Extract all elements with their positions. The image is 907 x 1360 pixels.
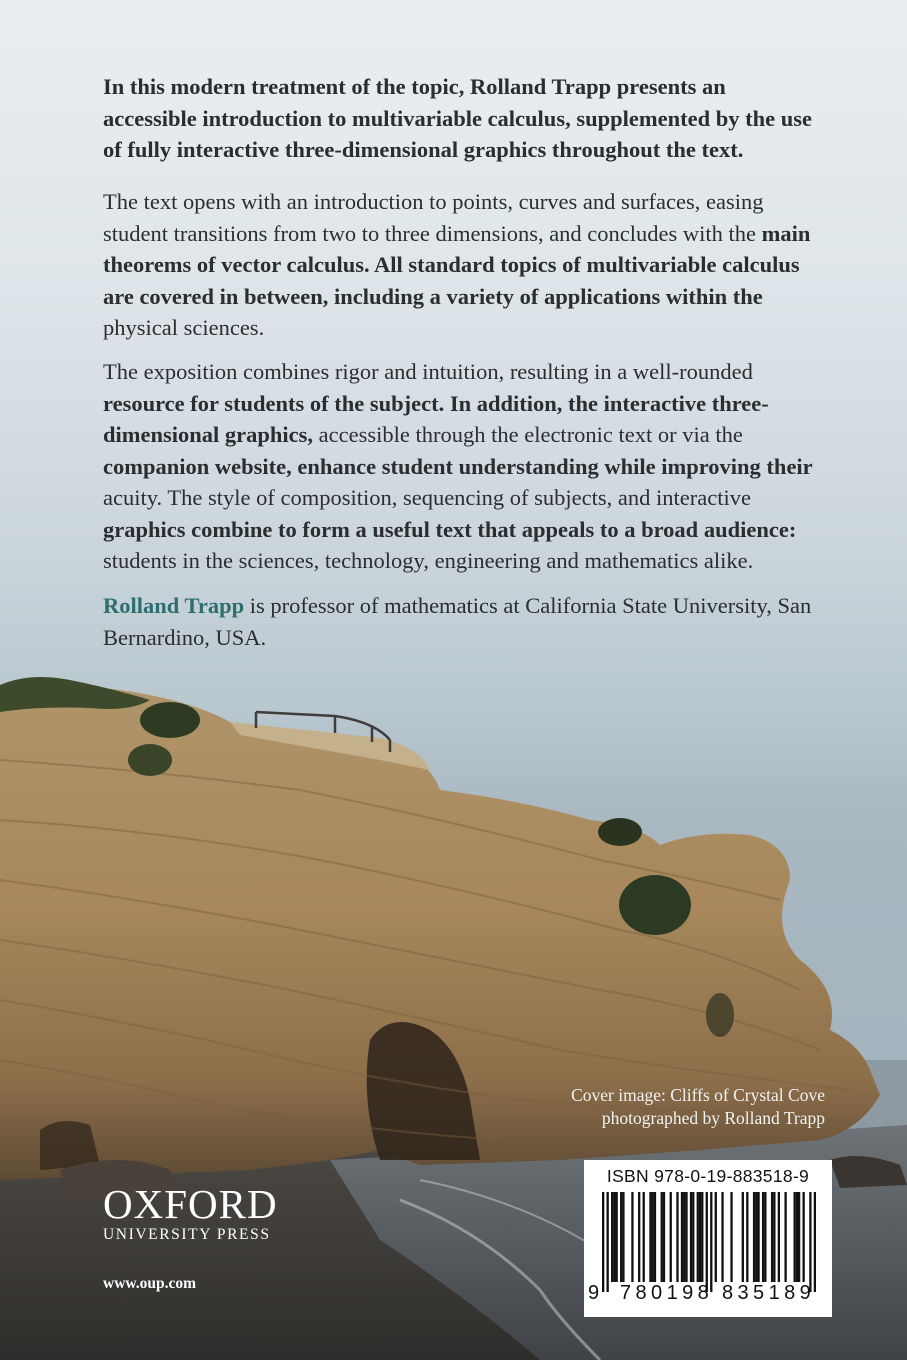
barcode-bar bbox=[654, 1192, 656, 1282]
exposition-text-1: The exposition combines rigor and intuition, resulting in a well-rounded bbox=[103, 359, 753, 384]
barcode-bar bbox=[730, 1192, 732, 1282]
barcode-bar bbox=[643, 1192, 645, 1282]
barcode-bar bbox=[670, 1192, 672, 1282]
author-bio bbox=[103, 590, 823, 653]
exposition-text-4: companion website, enhance student understanding while improving their bbox=[103, 453, 813, 479]
barcode-bar bbox=[661, 1192, 663, 1282]
barcode-bar bbox=[607, 1192, 609, 1292]
barcode-bar bbox=[753, 1192, 755, 1282]
exposition-text-5: acuity. The style of composition, sequencing of subjects, and interactive bbox=[103, 485, 751, 510]
ean-digits bbox=[584, 1282, 832, 1312]
barcode-bar bbox=[685, 1192, 687, 1282]
barcode-bar bbox=[710, 1192, 712, 1292]
barcode-bar bbox=[681, 1192, 683, 1282]
barcode-bar bbox=[622, 1192, 624, 1282]
contents-text-1: The text opens with an introduction to points, curves and surfaces, easing student transitions from two to three dimensions, and concludes with the bbox=[103, 189, 764, 246]
barcode-bar bbox=[663, 1192, 665, 1282]
intro-paragraph bbox=[103, 71, 823, 166]
exposition-text-2: resource for students of the subject. In addition, the interactive three-dimensional graphics, bbox=[103, 390, 769, 447]
caption-line-1: Cover image: Cliffs of Crystal Cove bbox=[571, 1085, 825, 1105]
barcode-bar bbox=[798, 1192, 800, 1282]
author-name: Rolland Trapp bbox=[103, 593, 245, 618]
barcode-bar bbox=[602, 1192, 604, 1292]
barcode-bar bbox=[638, 1192, 640, 1282]
barcode-bar bbox=[616, 1192, 618, 1282]
barcode-bar bbox=[715, 1192, 717, 1282]
isbn-number: ISBN 978-0-19-883518-9 bbox=[606, 1166, 810, 1186]
barcode-bar bbox=[778, 1192, 780, 1282]
barcode-bar bbox=[692, 1192, 694, 1282]
barcode-bar bbox=[631, 1192, 633, 1282]
barcode-bar bbox=[771, 1192, 773, 1282]
barcode-bar bbox=[755, 1192, 757, 1282]
barcode-bar bbox=[802, 1192, 804, 1282]
barcode-bar bbox=[683, 1192, 685, 1282]
exposition-text-7: students in the sciences, technology, engineering and mathematics alike. bbox=[103, 548, 754, 573]
barcode-bar bbox=[762, 1192, 764, 1282]
barcode-bar bbox=[697, 1192, 699, 1282]
barcode-bar bbox=[611, 1192, 613, 1282]
barcode-bar bbox=[620, 1192, 622, 1282]
publisher-logo bbox=[103, 1181, 278, 1244]
barcode-bar bbox=[757, 1192, 759, 1282]
isbn-barcode bbox=[584, 1160, 832, 1317]
barcode-bar bbox=[652, 1192, 654, 1282]
barcode-bar bbox=[814, 1192, 816, 1292]
barcode-bar bbox=[676, 1192, 678, 1282]
barcode-bar bbox=[690, 1192, 692, 1282]
exposition-text-6: graphics combine to form a useful text that appeals to a broad audience: bbox=[103, 516, 797, 542]
publisher-subtitle: UNIVERSITY PRESS bbox=[103, 1226, 271, 1243]
exposition-paragraph bbox=[103, 356, 823, 577]
ean-right-group: 835189 bbox=[722, 1282, 816, 1304]
exposition-text-3: accessible through the electronic text or via the bbox=[313, 422, 743, 447]
author-bio-text: is professor of mathematics at California State University, San Bernardino, USA. bbox=[103, 593, 812, 650]
ean-lead-digit: 9 bbox=[588, 1282, 600, 1304]
barcode-bar bbox=[746, 1192, 748, 1282]
contents-text-2: main theorems of vector calculus. All standard topics of multivariable calculus are covered in between, including a variety of applications within the bbox=[103, 220, 811, 309]
barcode-bar bbox=[764, 1192, 766, 1282]
contents-text-3: physical sciences. bbox=[103, 315, 265, 340]
ean-left-group: 780198 bbox=[620, 1282, 714, 1304]
barcode-bar bbox=[796, 1192, 798, 1282]
caption-line-2: photographed by Rolland Trapp bbox=[601, 1108, 825, 1128]
barcode-bar bbox=[649, 1192, 651, 1282]
barcode-bars bbox=[602, 1192, 816, 1292]
barcode-bar bbox=[721, 1192, 723, 1282]
barcode-bar bbox=[613, 1192, 615, 1282]
barcode-bar bbox=[706, 1192, 708, 1292]
publisher-website: www.oup.com bbox=[103, 1275, 197, 1292]
publisher-name: OXFORD bbox=[103, 1181, 278, 1227]
contents-paragraph bbox=[103, 186, 823, 344]
barcode-bar bbox=[701, 1192, 703, 1282]
cover-image-caption bbox=[571, 1084, 825, 1130]
barcode-bar bbox=[809, 1192, 811, 1292]
barcode-bar bbox=[793, 1192, 795, 1282]
barcode-bar bbox=[784, 1192, 786, 1282]
intro-text: In this modern treatment of the topic, Rolland Trapp presents an accessible introduction to multivariable calculus, supplemented by the use of fully interactive three-dimensional graphics throughout the text. bbox=[103, 74, 812, 162]
barcode-bar bbox=[773, 1192, 775, 1282]
barcode-bar bbox=[699, 1192, 701, 1282]
barcode-bar bbox=[742, 1192, 744, 1282]
